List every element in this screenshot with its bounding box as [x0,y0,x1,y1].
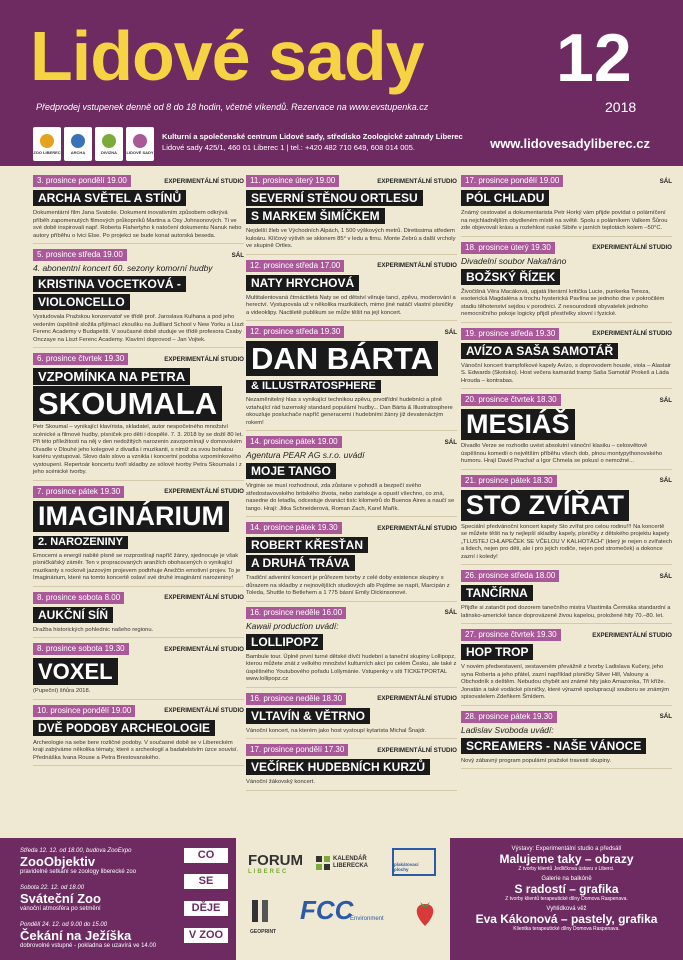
event-date: 21. prosince pátek 18.30 [461,475,557,487]
forum-liberec-logo: FORUM LIBEREC [248,852,303,875]
event-venue: SÁL [659,572,672,580]
event-avizo [461,328,672,390]
event-title-line2: 2. NAROZENINY [33,536,128,549]
event-date: 3. prosince pondělí 19.00 [33,175,131,187]
event-date: 8. prosince sobota 8.00 [33,592,124,604]
event-title: TANČÍRNA [461,585,533,601]
exhibition-desc-3: Klientka terapeutické dílny Domova Raspenava. [513,926,620,932]
event-venue: EXPERIMENTÁLNÍ STUDIO [377,177,457,185]
event-description: Vánoční koncert, na kterém jako host vystoupí kytarista Michal Šnajdr. [246,727,427,734]
event-title: LOLLIPOPZ [246,634,323,650]
year: 2018 [605,99,637,115]
zoo-logo-icon [40,134,54,148]
event-description: Nový zábavný program populární pražské travesti skupiny. [461,757,612,764]
event-vltavin [246,693,457,740]
event-date: 17. prosince pondělí 19.00 [461,175,563,187]
event-description: Živočišná Věra Macáková, upjatá literární kritička Lucie, punkerka Tereza, esoterická Magdaléna a trochu hysterická Pavlína se jednoho dne v pokročilém stadiu těhotenství sejdou v porodnici. Z nesourodosti obyvatelek jednoho nemocničního pokoje logicky přijdí přestřelky slovní i fyzické. [461,288,665,317]
event-venue: EXPERIMENTÁLNÍ STUDIO [592,244,672,251]
event-voxel [33,643,244,700]
event-title: NATY HRYCHOVÁ [246,275,359,291]
archa-logo: ARCHA [64,127,92,161]
event-date: 5. prosince středa 19.00 [33,249,127,261]
event-date: 26. prosince středa 18.00 [461,570,559,582]
event-date: 11. prosince úterý 19.00 [246,175,339,187]
event-title: VLTAVÍN & VĚTRNO [246,708,370,724]
event-mesias [461,394,672,470]
event-venue: EXPERIMENTÁLNÍ STUDIO [377,695,457,702]
exhibition-title-3: Eva Kákonová – pastely, grafika [475,912,658,926]
event-subtitle: 4. abonentní koncert 60. sezony komorní hudby [33,263,213,273]
event-title-line2: VIOLONCELLO [33,294,130,310]
event-venue: EXPERIMENTÁLNÍ STUDIO [164,645,244,653]
event-description: Dražba historických pohlednic našeho regionu. [33,626,154,633]
program-column-2 [246,175,457,796]
event-date: 14. prosince pátek 19.30 [246,522,342,534]
event-date: 28. prosince pátek 19.30 [461,711,557,723]
partner-logos [33,127,154,161]
event-description: V novém předsestavení, sestaveném převážně z tvorby Ladislava Kučery, jeho syna Roberta a jeho přátel, zazní například písničky Silver Hill, Valouny a Obchodník s deštěm. Nebudou chybět ani známé hity jako Amazonka, Tři kříže. Jonatán a také vodácké písničky, které výrazně spolupracují souboru se známým spisovatelem Zdeňkem Šmídem. [461,664,670,700]
event-vecirek [246,744,457,791]
event-imaginarium [33,486,244,587]
event-title: BOŽSKÝ ŘÍZEK [461,269,560,285]
event-title: STO ZVÍŘAT [461,490,629,521]
event-title: HOP TROP [461,644,533,660]
event-title: MESIÁŠ [461,409,575,440]
event-venue: EXPERIMENTÁLNÍ STUDIO [164,177,244,185]
event-venue: SÁL [444,438,457,446]
event-venue: EXPERIMENTÁLNÍ STUDIO [592,631,672,639]
event-description: Bambule tour. Úplně první turné dětské dívčí hudební a taneční skupiny Lollipopz, kterou můžete znát z velkého množství kulturních akcí po celém Česku, ale také z úspěšného Youtubového pořadu Lollymánie. Vstupenky v síti TICKETPORTAL www.lollipopz.cz [246,653,457,682]
zoo-word-se: SE [184,874,228,889]
archa-logo-icon [71,134,85,148]
event-date: 17. prosince pondělí 17.30 [246,744,348,756]
zoo-liberec-logo: ZOO LIBEREC [33,127,61,161]
event-archeologie [33,705,244,767]
event-subtitle: Divadelní soubor Nakafráno [461,255,567,266]
event-description: Speciální předvánoční koncert kapely Sto zvířat pro celou rodinu!!! Na koncertě se můžete těšit na ty nejlepší skladby kapely, písničky z dětského projektu kapely „TLUSTEJ CHLAPEČEK SE VČELOU V KALHOTÁCH“ (který je nejen o zvířatech a lidech, nejen pro děti, ale i pro jejich rodiče, nejen pod stromeček) a dokonce zazní i koledy! [461,523,673,560]
event-venue: EXPERIMENTÁLNÍ STUDIO [592,330,672,337]
event-kristina-vocetkova [33,249,244,348]
divizna-logo-icon [102,134,116,148]
event-subtitle: Agentura PEAR AG s.r.o. uvádí [246,450,365,460]
event-description: Petr Skoumal – vynikající klavírista, skladatel, autor nespočetného množství scénické a filmové hudby, písniček pro děti i dospělé. 7. 3. 2018 by se dožil 80 let. Při této příležitosti na něj v den nedožitých narozenin zavzpomínají v domovském Divadle v Dlouhé jeho kolegové z divadla i muzikanti, s nimiž za svou bohatou kariéru vystupoval. Slovo dalo slovo a vznikla i koncertní podoba vzpomínkového vystoupení. Repertoár koncertu tvoří skladby ze sólové tvorby Petra Skoumala i z jeho scénické tvorby. [33,424,243,475]
event-date: 16. prosince neděle 16.00 [246,607,346,619]
event-description: Multitalentovaná čtrnáctiletá Naty se od dětství věnuje tanci, zpěvu, moderování a herectví. Vystupovala už v několika muzikálech, mimo jiné natáčí vlastní písničky a videoklipy. Nactiletě publikum se může těšit na její koncert. [246,294,456,316]
event-title: VEČÍREK HUDEBNÍCH KURZŮ [246,759,430,775]
event-description: Známý cestovatel a dokumentarista Petr Horký vám přijde povídat o polárníčení na nejchladnějším obydleném místě na světě. Spolu s polárníkem Valkem Šůrou zde objevovali krásu a rozlehlost ruské Sibiře v jarních teplotách kolem –50°C. [461,210,668,231]
event-title: AUKČNÍ SÍŇ [33,607,113,623]
event-venue: SÁL [231,251,244,259]
exhibition-desc-2: Z tvorby klientů terapeutické dílny Domova Raspenava. [505,896,628,902]
divizna-logo: DIVIZNA [95,127,123,161]
event-aukcni-sin [33,592,244,639]
website-link[interactable]: www.lidovesadyliberec.cz [490,136,650,151]
event-sto-zvirat [461,475,672,566]
poster-header [0,0,683,166]
exhibition-venue-3: Vyhlídková věž [546,906,587,912]
lidove-sady-logo: LIDOVÉ SADY [126,127,154,161]
event-description: Vánoční žákovský koncert. [246,779,315,785]
event-title: DVĚ PODOBY ARCHEOLOGIE [33,720,215,736]
exhibitions-box [450,838,683,960]
zoo-word-v-zoo: V ZOO [184,928,228,943]
event-date: 27. prosince čtvrtek 19.30 [461,629,561,641]
event-description: Emocemi a energií nabité písně se rozprostírají napříč žánry, sjednocuje je však písničkářský záměr. Ten v propracovaných aranžích obohacených o vynikající muzikanty s rockově jazzovým projevem podtrhuje Anežčin emotivní projev. To je Imaginárium, které na tomto koncertě oslaví své druhé imaginární narozeniny! [33,552,241,581]
event-title: SCREAMERS - NAŠE VÁNOCE [461,738,646,754]
kalendar-liberecka-logo: KALENDÁŘ LIBERECKA [316,856,379,870]
zoo-word-deje: DĚJE [184,901,228,916]
exhibition-title-1: Malujeme taky – obrazy [499,852,634,866]
event-date: 19. prosince středa 19.30 [461,328,559,340]
event-venue: SÁL [659,396,672,404]
strawberry-logo [412,900,438,933]
exhibition-desc-1: Z tvorby klientů Jedličkova ústavu v Liberci. [518,866,615,872]
event-description: Nejdelší žleb ve Východních Alpách, 1 500 výškových metrů. Diretissima středem kuloáru. Klíčový výšvih se sklonem 85° v ledu a firnu. Monte Zebrú a další vrcholy ve skupině Ortles. [246,228,456,249]
event-subtitle: Ladislav Svoboda uvádí: [461,724,554,735]
event-description: Vystudovala Pražskou konzervatoř ve třídě prof. Jaroslava Kulhana a pod jeho vedením úspěšně složila přijímací zkoušku na Juilliard School v New Yorku a Liszt Ferenc Academy v Budapešti. V současné době studuje ve třídě profesora Csaby Onczaye na Liszt Ferenc Academy. Klavírní doprovod – Jan Vojtek. [33,314,244,343]
event-date: 12. prosince středa 19.30 [246,326,344,338]
event-description: (Pupeční) šňůra 2018. [33,688,91,694]
event-title-line2: & ILLUSTRATOSPHERE [246,380,381,393]
event-date: 10. prosince pondělí 19.00 [33,705,135,717]
kalendar-icon [316,856,330,870]
event-description: Nezaměnitelný hlas s vynikající technikou zpěvu, prvotřídní hudebníci a plně vztahující rád tuzemský standard populární hudby... Dan Bárta & Illustratosphere okouzluje posluchače napříč generacemi i hudebními žánry již devatenáctým rokem! [246,397,453,426]
zoo-word-co: CO [184,848,228,863]
event-venue: EXPERIMENTÁLNÍ STUDIO [164,707,244,714]
event-date: 12. prosince středa 17.00 [246,260,344,272]
event-date: 20. prosince čtvrtek 18.30 [461,394,561,406]
event-robert-krestan [246,522,457,602]
program-column-1 [33,175,244,771]
event-naty-hrychova [246,260,457,322]
geoprint-icon [250,898,272,924]
event-title: ARCHA SVĚTEL A STÍNŮ [33,190,186,206]
strawberry-icon [412,900,438,928]
zoo-events-box [0,838,236,960]
event-description: Přijďte si zatančit pod dozorem tanečního mistra Vlastimila Čermáka standardní a latinsko-americké tance doprovázené živou kapelou, proložené hity 70.–80. let. [461,605,671,619]
event-description: Divadlo Verze se rozhodlo uvést absolutní vánoční klasiku – celosvětově úspěšnou komedii o největším příběhu všech dob, plnou montypythonovského humoru. Hrají David Prachař a Igor Chmela se pokusí o nemožné... [461,443,663,464]
event-date: 8. prosince sobota 19.30 [33,643,129,655]
exhibition-title-2: S radostí – grafika [514,882,619,896]
exhibition-venue-2: Galerie na balkóně [541,876,592,882]
event-skoumal [33,353,244,481]
event-description: Dokumentární film Jana Svatoše. Dokument inovativním způsobem odkrývá příběh zapomenutých filmových průkopníků Martina a Osy Johnsonových. Ti ve své době inspirovali např. Roberta Flahertyho k natočení dokumentu Nanuk nebo autory příběhu o lvici Else. Po projekci se bude konat autorská beseda. [33,210,242,239]
event-description: Virginie se musí rozhodnout, zda zůstane v pohodlí a bezpečí svého středostavovského britského života, nebo zariskuje a opustí všechno, co zná, nasedne do letadla, odcestuje dvanáct tisíc kilometrů do Buenos Aires a naučí se tango. Hrají: Jitka Schneiderová, Roman Zach, Karel Mařík. [246,483,455,512]
event-hop-trop [461,629,672,706]
event-screamers [461,711,672,770]
event-date: 14. prosince pátek 19.00 [246,436,342,448]
poster-title: Lidové sady [30,17,424,95]
event-bozsky-rizek [461,242,672,323]
event-title: MOJE TANGO [246,463,336,479]
plakatovaci-plochy-logo: plakátovací plochy [392,848,436,876]
event-tancirna [461,570,672,624]
event-venue: EXPERIMENTÁLNÍ STUDIO [164,488,244,495]
zoo-event-svatecni-zoo: Sobota 22. 12. od 18.00 Sváteční Zoo vánoční atmosféra po setmění [20,885,101,912]
event-title: AVÍZO A SAŠA SAMOTÁŘ [461,343,618,359]
presale-info: Předprodej vstupenek denně od 8 do 18 hodin, včetně víkendů. Rezervace na www.evstupenka.cz [36,102,429,112]
exhibition-venue-1: Výstavy: Experimentální studio a předsálí [511,846,622,852]
event-description: Archeologie na sebe bere rozličné podoby. V současné době se v Libereckém kraji zabýváme několika tématy, které s archeologií a badatelstvím úzce souvisí. Přednáška Ivana Rouse a Petra Brestovanského. [33,739,239,761]
event-date: 18. prosince úterý 19.30 [461,242,555,254]
event-ortles [246,175,457,255]
month-number: 12 [556,20,632,96]
lidove-sady-logo-icon [133,134,147,148]
event-title: KRISTINA VOCETKOVÁ - [33,276,186,292]
event-venue: SÁL [659,713,672,720]
event-title: PÓL CHLADU [461,190,549,206]
event-venue: EXPERIMENTÁLNÍ STUDIO [377,746,457,754]
event-date: 16. prosince neděle 18.30 [246,693,346,705]
zoo-event-cekani-na-jeziska: Pondělí 24. 12. od 9.00 do 15.00 Čekání na Ježíška dobrovolné vstupné - pokladna se uzavírá ve 14.00 [20,922,157,949]
event-date: 6. prosince čtvrtek 19.30 [33,353,128,365]
sponsor-logos [236,838,450,960]
event-title: SEVERNÍ STĚNOU ORTLESU [246,190,423,206]
zoo-event-zooobjektiv: Středa 12. 12. od 18.00, budova ZooExpo ZooObjektiv pravidelné setkání se zoology liberecké zoo [20,848,137,875]
event-title: VOXEL [33,658,118,685]
event-venue: SÁL [444,328,457,336]
organizer-info: Kulturní a společenské centrum Lidové sady, středisko Zoologické zahrady Liberec Lidové sady 425/1, 460 01 Liberec 1 | tel.: +420 482 710 649, 608 014 005. [162,132,463,152]
event-archa-svetel [33,175,244,244]
event-date: 7. prosince pátek 19.30 [33,486,124,498]
event-title-line2: A DRUHÁ TRÁVA [246,555,355,571]
event-venue: EXPERIMENTÁLNÍ STUDIO [164,355,244,363]
event-pol-chladu [461,175,672,237]
event-venue: EXPERIMENTÁLNÍ STUDIO [377,262,457,269]
event-venue: SÁL [444,609,457,616]
event-title: DAN BÁRTA [246,341,438,376]
event-description: Vánoční koncert trampfolkové kapely Avízo, s doprovodem housle, viola – Alastair S. Edwards (Skotsko). Host večera kamarád tramp Saša Samotář Prokeš a Láda Hrouda – kontrabas. [461,362,671,384]
geoprint-logo: GEOPRINT [250,898,276,935]
event-venue: SÁL [659,177,672,185]
event-title: VZPOMÍNKA NA PETRA [33,368,190,385]
event-title-line2: S MARKEM ŠIMÍČKEM [246,208,385,224]
event-title: IMAGINÁRIUM [33,501,229,532]
event-venue: EXPERIMENTÁLNÍ STUDIO [377,524,457,532]
event-lollipopz [246,607,457,688]
event-subtitle: Kawaii production uvádí: [246,620,339,631]
event-moje-tango [246,436,457,517]
event-venue: EXPERIMENTÁLNÍ STUDIO [164,594,244,601]
event-description: Tradiční adventní koncert je průřezem tvorby z celé doby existence skupiny s důrazem na skladby z nejnovějších studiových alb Pojdme se napít, Marcipán z Toleda, Shuttle to Betlehem a 1 775 básní Emily Dickinsonové. [246,575,450,596]
fcc-environment-logo: FCC Environment [300,895,384,925]
event-title: ROBERT KŘESŤAN [246,537,368,553]
program-column-3 [461,175,672,774]
event-venue: SÁL [659,477,672,484]
event-dan-barta [246,326,457,431]
event-title-line2: SKOUMALA [33,386,222,421]
